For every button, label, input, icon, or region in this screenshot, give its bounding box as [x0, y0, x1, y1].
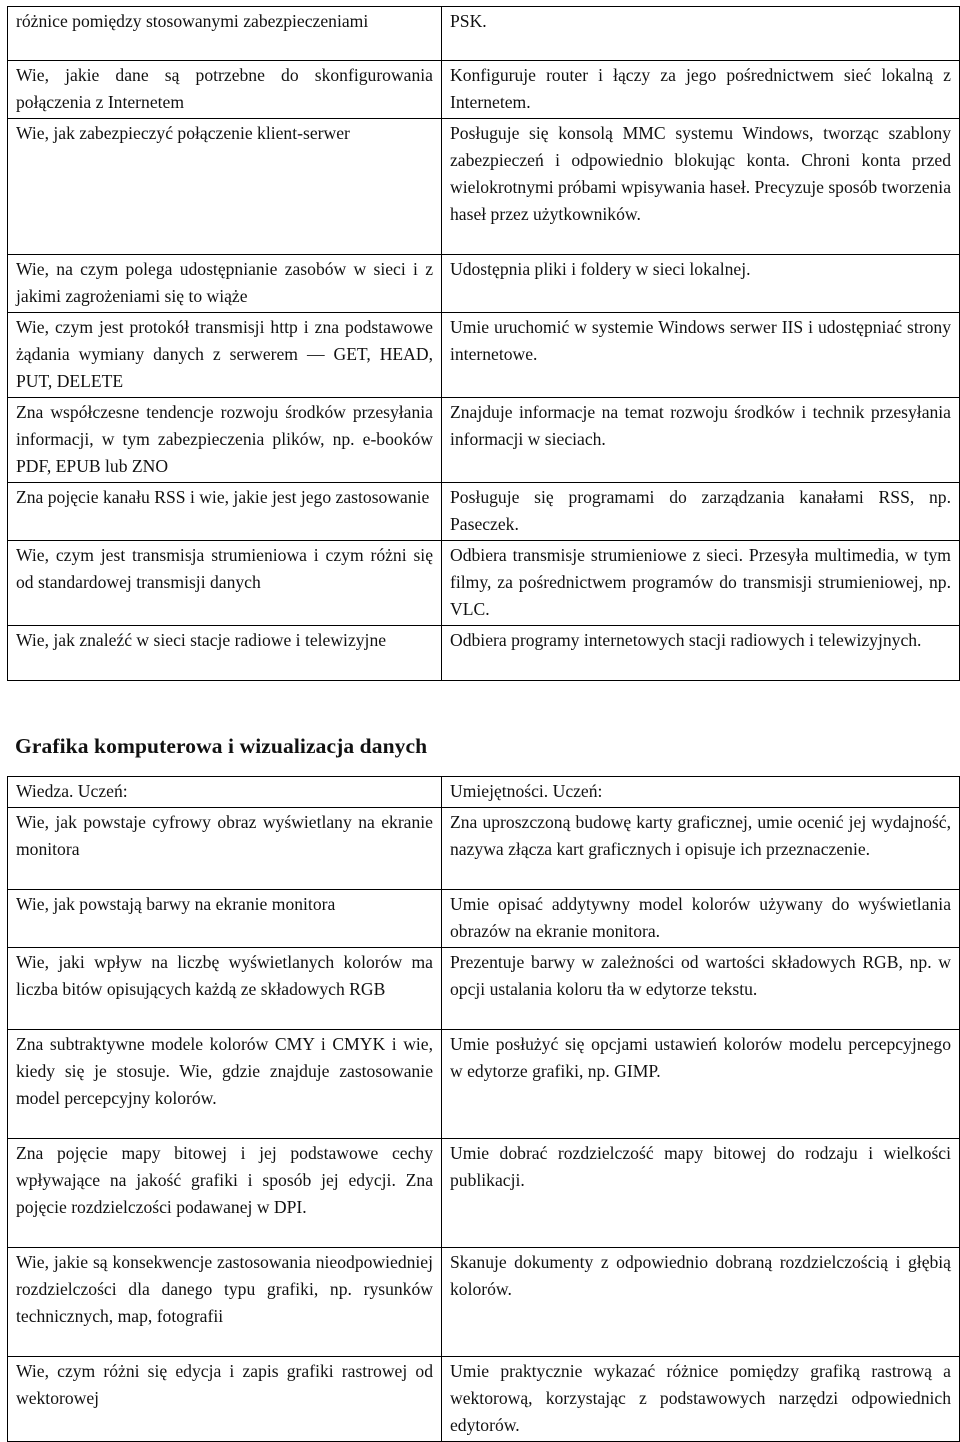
skill-cell: PSK.	[442, 7, 960, 61]
skill-cell: Umie opisać addytywny model kolorów używany do wyświetlania obrazów na ekranie monitora.	[442, 890, 960, 948]
skill-cell: Odbiera transmisje strumieniowe z sieci. Przesyła multimedia, w tym filmy, za pośrednictwem programów do transmisji strumieniowej, np. VLC.	[442, 541, 960, 626]
knowledge-cell: Wie, jakie są konsekwencje zastosowania nieodpowiedniej rozdzielczości dla danego typu grafiki, np. rysunków technicznych, map, fotografii	[8, 1248, 442, 1357]
skill-cell: Umie posłużyć się opcjami ustawień kolorów modelu percepcyjnego w edytorze grafiki, np. GIMP.	[442, 1030, 960, 1139]
skill-cell: Konfiguruje router i łączy za jego pośrednictwem sieć lokalną z Internetem.	[442, 61, 960, 119]
knowledge-cell: Wie, na czym polega udostępnianie zasobów w sieci i z jakimi zagrożeniami się to wiąże	[8, 255, 442, 313]
header-skill: Umiejętności. Uczeń:	[442, 777, 960, 808]
table-row	[8, 255, 960, 313]
table-row	[8, 948, 960, 1030]
table-row	[8, 483, 960, 541]
skill-cell: Umie uruchomić w systemie Windows serwer IIS i udostępniać strony internetowe.	[442, 313, 960, 398]
knowledge-cell: Wie, czym jest protokół transmisji http i zna podstawowe żądania wymiany danych z serwerem — GET, HEAD, PUT, DELETE	[8, 313, 442, 398]
knowledge-cell: Wie, jak zabezpieczyć połączenie klient-serwer	[8, 119, 442, 255]
knowledge-cell: Wie, jakie dane są potrzebne do skonfigurowania połączenia z Internetem	[8, 61, 442, 119]
skill-cell: Znajduje informacje na temat rozwoju środków i technik przesyłania informacji w sieciach.	[442, 398, 960, 483]
knowledge-cell: Wie, czym różni się edycja i zapis grafiki rastrowej od wektorowej	[8, 1357, 442, 1442]
knowledge-cell: Wie, czym jest transmisja strumieniowa i czym różni się od standardowej transmisji danych	[8, 541, 442, 626]
knowledge-cell: różnice pomiędzy stosowanymi zabezpieczeniami	[8, 7, 442, 61]
knowledge-cell: Wie, jak powstaje cyfrowy obraz wyświetlany na ekranie monitora	[8, 808, 442, 890]
table-row	[8, 61, 960, 119]
table-row	[8, 1357, 960, 1442]
table-row	[8, 890, 960, 948]
skill-cell: Posługuje się konsolą MMC systemu Windows, tworząc szablony zabezpieczeń i odpowiednio blokując konta. Chroni konta przed wielokrotnymi próbami wpisywania haseł. Precyzuje sposób tworzenia haseł przez użytkowników.	[442, 119, 960, 255]
networks-table	[7, 6, 960, 681]
knowledge-cell: Zna pojęcie mapy bitowej i jej podstawowe cechy wpływające na jakość grafiki i sposób jej edycji. Zna pojęcie rozdzielczości podawanej w DPI.	[8, 1139, 442, 1248]
knowledge-cell: Zna subtraktywne modele kolorów CMY i CMYK i wie, kiedy się je stosuje. Wie, gdzie znajduje zastosowanie model percepcyjny kolorów.	[8, 1030, 442, 1139]
table-row	[8, 626, 960, 681]
table-row	[8, 1030, 960, 1139]
table-row	[8, 541, 960, 626]
table-row	[8, 313, 960, 398]
table-row	[8, 1248, 960, 1357]
section-title: Grafika komputerowa i wizualizacja danych	[15, 734, 428, 758]
table-row	[8, 119, 960, 255]
table-row	[8, 1139, 960, 1248]
skill-cell: Prezentuje barwy w zależności od wartości składowych RGB, np. w opcji ustalania koloru tła w edytorze tekstu.	[442, 948, 960, 1030]
skill-cell: Zna uproszczoną budowę karty graficznej, umie ocenić jej wydajność, nazywa złącza kart graficznych i opisuje ich przeznaczenie.	[442, 808, 960, 890]
header-knowledge: Wiedza. Uczeń:	[8, 777, 442, 808]
knowledge-cell: Zna pojęcie kanału RSS i wie, jakie jest jego zastosowanie	[8, 483, 442, 541]
skill-cell: Posługuje się programami do zarządzania kanałami RSS, np. Paseczek.	[442, 483, 960, 541]
table-row	[8, 808, 960, 890]
skill-cell: Skanuje dokumenty z odpowiednio dobraną rozdzielczością i głębią kolorów.	[442, 1248, 960, 1357]
table-row	[8, 7, 960, 61]
knowledge-cell: Wie, jak znaleźć w sieci stacje radiowe i telewizyjne	[8, 626, 442, 681]
knowledge-cell: Wie, jak powstają barwy na ekranie monitora	[8, 890, 442, 948]
skill-cell: Odbiera programy internetowych stacji radiowych i telewizyjnych.	[442, 626, 960, 681]
knowledge-cell: Zna współczesne tendencje rozwoju środków przesyłania informacji, w tym zabezpieczenia plików, np. e-booków PDF, EPUB lub ZNO	[8, 398, 442, 483]
graphics-table	[7, 776, 960, 1442]
knowledge-cell: Wie, jaki wpływ na liczbę wyświetlanych kolorów ma liczba bitów opisujących każdą ze składowych RGB	[8, 948, 442, 1030]
table-header-row	[8, 777, 960, 808]
skill-cell: Udostępnia pliki i foldery w sieci lokalnej.	[442, 255, 960, 313]
table-row	[8, 398, 960, 483]
skill-cell: Umie praktycznie wykazać różnice pomiędzy grafiką rastrową a wektorową, korzystając z podstawowych narzędzi odpowiednich edytorów.	[442, 1357, 960, 1442]
skill-cell: Umie dobrać rozdzielczość mapy bitowej do rodzaju i wielkości publikacji.	[442, 1139, 960, 1248]
